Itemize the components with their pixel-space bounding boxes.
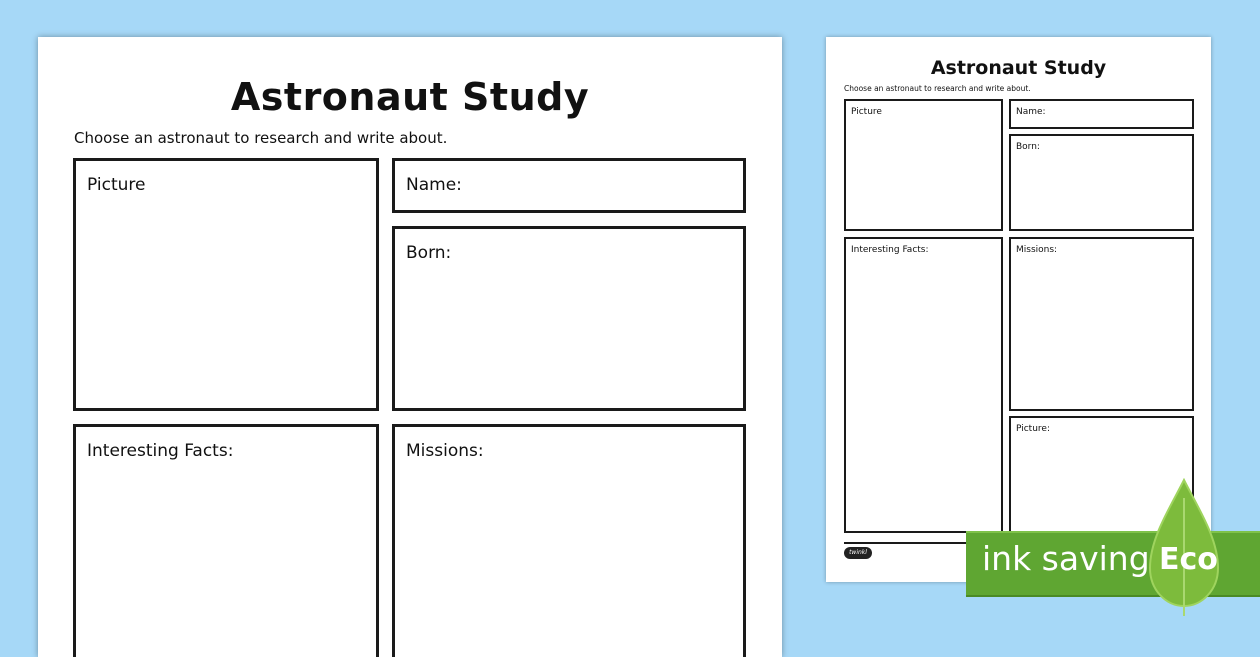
name-box [392, 158, 746, 213]
ink-saving-text: ink saving [982, 539, 1150, 578]
interesting-facts-label: Interesting Facts: [87, 441, 234, 461]
worksheet-page-large [38, 37, 782, 657]
missions-box-small [1009, 237, 1194, 411]
interesting-facts-box-small [844, 237, 1003, 533]
born-box-small [1009, 134, 1194, 231]
picture-label: Picture [87, 175, 146, 195]
eco-label: Eco [1159, 542, 1218, 577]
interesting-facts-label-small: Interesting Facts: [851, 245, 929, 255]
missions-label-small: Missions: [1016, 245, 1058, 255]
born-label: Born: [406, 243, 452, 263]
picture-bottom-label-small: Picture: [1016, 424, 1050, 434]
name-box-small [1009, 99, 1194, 129]
worksheet-title-small: Astronaut Study [930, 57, 1107, 79]
name-label: Name: [406, 175, 462, 195]
picture-label-small: Picture [851, 107, 882, 117]
worksheet-instructions: Choose an astronaut to research and write about. [74, 129, 448, 147]
twinkl-logo: twinkl [844, 547, 872, 559]
worksheet-title: Astronaut Study [230, 75, 590, 119]
picture-box-small [844, 99, 1003, 231]
missions-label: Missions: [406, 441, 484, 461]
born-box [392, 226, 746, 411]
picture-box [73, 158, 379, 411]
missions-box [392, 424, 746, 657]
born-label-small: Born: [1016, 142, 1040, 152]
worksheet-instructions-small: Choose an astronaut to research and write about. [844, 84, 1031, 93]
name-label-small: Name: [1016, 107, 1046, 117]
interesting-facts-box [73, 424, 379, 657]
